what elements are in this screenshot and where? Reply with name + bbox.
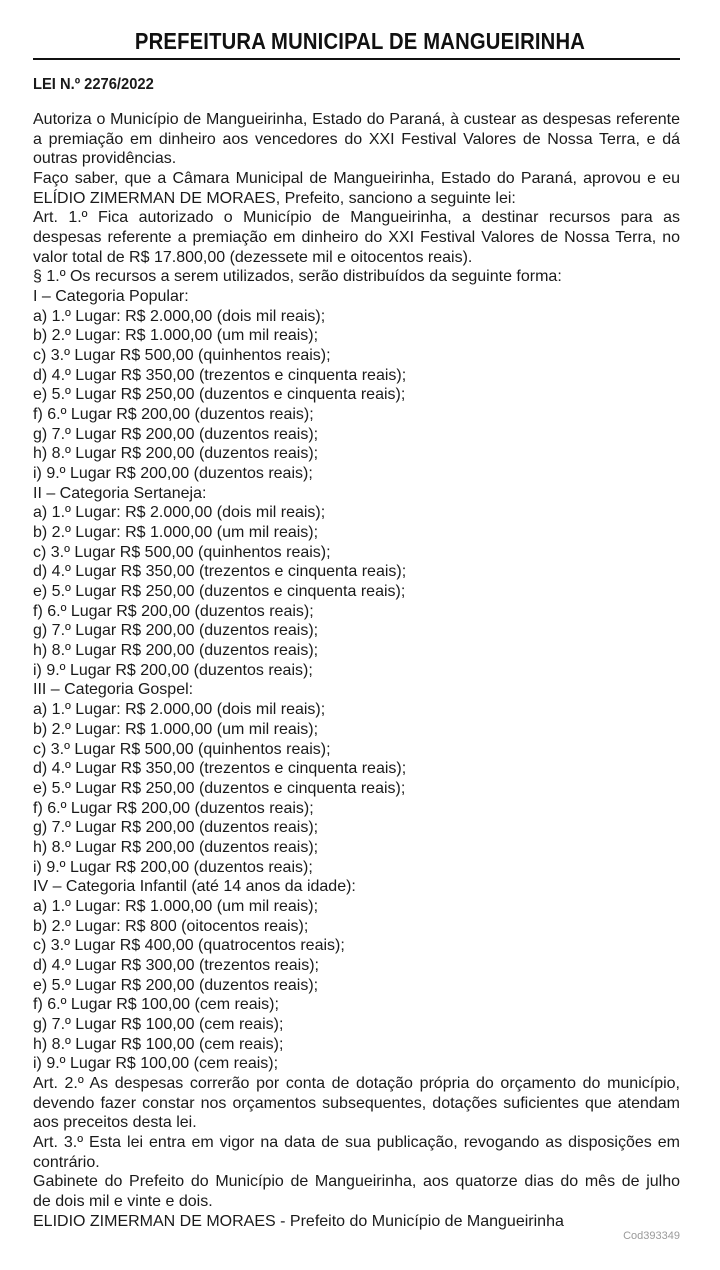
text-line: e) 5.º Lugar R$ 250,00 (duzentos e cinquenta reais); xyxy=(33,779,406,797)
text-line: g) 7.º Lugar R$ 100,00 (cem reais); xyxy=(33,1015,284,1033)
text-line: b) 2.º Lugar: R$ 800 (oitocentos reais); xyxy=(33,917,309,935)
publication-code: Cod393349 xyxy=(623,1230,680,1242)
text-line: b) 2.º Lugar: R$ 1.000,00 (um mil reais); xyxy=(33,327,319,345)
text-line: devendo fazer constar nos orçamentos subsequentes, dotações suficientes que atendam xyxy=(33,1094,680,1112)
text-line: d) 4.º Lugar R$ 350,00 (trezentos e cinquenta reais); xyxy=(33,366,407,384)
text-line: h) 8.º Lugar R$ 200,00 (duzentos reais); xyxy=(33,445,319,463)
text-line: contrário. xyxy=(33,1153,100,1171)
text-line: a) 1.º Lugar: R$ 1.000,00 (um mil reais); xyxy=(33,897,319,915)
text-line: c) 3.º Lugar R$ 500,00 (quinhentos reais); xyxy=(33,347,331,365)
text-line: i) 9.º Lugar R$ 200,00 (duzentos reais); xyxy=(33,465,313,483)
page-title: PREFEITURA MUNICIPAL DE MANGUEIRINHA xyxy=(134,28,586,54)
text-line: c) 3.º Lugar R$ 500,00 (quinhentos reais); xyxy=(33,740,331,758)
text-line: i) 9.º Lugar R$ 100,00 (cem reais); xyxy=(33,1055,279,1073)
text-line: e) 5.º Lugar R$ 200,00 (duzentos reais); xyxy=(33,976,319,994)
text-line: de dois mil e vinte e dois. xyxy=(33,1192,213,1210)
text-line: Gabinete do Prefeito do Município de Mangueirinha, aos quatorze dias do mês de julho xyxy=(33,1173,680,1191)
law-number: LEI N.º 2276/2022 xyxy=(33,76,154,93)
text-line: i) 9.º Lugar R$ 200,00 (duzentos reais); xyxy=(33,858,313,876)
text-line: Art. 3.º Esta lei entra em vigor na data de sua publicação, revogando as disposições em xyxy=(33,1133,680,1151)
text-line: § 1.º Os recursos a serem utilizados, serão distribuídos da seguinte forma: xyxy=(33,268,562,286)
text-line: g) 7.º Lugar R$ 200,00 (duzentos reais); xyxy=(33,425,319,443)
law-body xyxy=(33,110,680,1231)
text-line: h) 8.º Lugar R$ 200,00 (duzentos reais); xyxy=(33,838,319,856)
text-line: g) 7.º Lugar R$ 200,00 (duzentos reais); xyxy=(33,622,319,640)
text-line: Faço saber, que a Câmara Municipal de Mangueirinha, Estado do Paraná, aprovou e eu xyxy=(33,170,680,188)
text-line: Autoriza o Município de Mangueirinha, Estado do Paraná, à custear as despesas referente xyxy=(33,111,680,128)
text-line: ELIDIO ZIMERMAN DE MORAES - Prefeito do Município de Mangueirinha xyxy=(33,1212,564,1230)
text-line: d) 4.º Lugar R$ 350,00 (trezentos e cinquenta reais); xyxy=(33,760,407,778)
text-line: e) 5.º Lugar R$ 250,00 (duzentos e cinquenta reais); xyxy=(33,386,406,404)
text-line: c) 3.º Lugar R$ 500,00 (quinhentos reais); xyxy=(33,543,331,561)
text-line: ELÍDIO ZIMERMAN DE MORAES, Prefeito, sanciono a seguinte lei: xyxy=(33,189,516,207)
text-line: a) 1.º Lugar: R$ 2.000,00 (dois mil reais); xyxy=(33,504,326,522)
text-line: aos preceitos desta lei. xyxy=(33,1114,197,1132)
text-line: d) 4.º Lugar R$ 350,00 (trezentos e cinquenta reais); xyxy=(33,563,407,581)
text-line: III – Categoria Gospel: xyxy=(33,681,194,699)
text-line: I – Categoria Popular: xyxy=(33,288,189,306)
text-line: h) 8.º Lugar R$ 100,00 (cem reais); xyxy=(33,1035,284,1053)
text-line: c) 3.º Lugar R$ 400,00 (quatrocentos reais); xyxy=(33,937,345,955)
text-line: e) 5.º Lugar R$ 250,00 (duzentos e cinquenta reais); xyxy=(33,583,406,601)
text-line: outras providências. xyxy=(33,150,177,168)
title-divider xyxy=(33,58,680,60)
text-line: f) 6.º Lugar R$ 100,00 (cem reais); xyxy=(33,996,279,1014)
text-line: b) 2.º Lugar: R$ 1.000,00 (um mil reais); xyxy=(33,524,319,542)
text-line: despesas referente a premiação em dinheiro do XXI Festival Valores de Nossa Terra, no xyxy=(33,229,680,247)
text-line: h) 8.º Lugar R$ 200,00 (duzentos reais); xyxy=(33,642,319,660)
text-line: Art. 2.º As despesas correrão por conta de dotação própria do orçamento do município, xyxy=(33,1074,680,1092)
text-line: i) 9.º Lugar R$ 200,00 (duzentos reais); xyxy=(33,661,313,679)
text-line: f) 6.º Lugar R$ 200,00 (duzentos reais); xyxy=(33,799,314,817)
text-line: g) 7.º Lugar R$ 200,00 (duzentos reais); xyxy=(33,819,319,837)
text-line: a premiação em dinheiro aos vencedores do XXI Festival Valores de Nossa Terra, e dá xyxy=(33,130,680,148)
text-line: IV – Categoria Infantil (até 14 anos da idade): xyxy=(33,878,356,896)
text-line: Art. 1.º Fica autorizado o Município de Mangueirinha, a destinar recursos para as xyxy=(33,209,680,227)
text-line: d) 4.º Lugar R$ 300,00 (trezentos reais); xyxy=(33,956,319,974)
text-line: a) 1.º Lugar: R$ 2.000,00 (dois mil reais); xyxy=(33,701,326,719)
text-line: valor total de R$ 17.800,00 (dezessete mil e oitocentos reais). xyxy=(33,248,473,266)
text-line: f) 6.º Lugar R$ 200,00 (duzentos reais); xyxy=(33,602,314,620)
text-line: II – Categoria Sertaneja: xyxy=(33,484,207,502)
text-line: f) 6.º Lugar R$ 200,00 (duzentos reais); xyxy=(33,406,314,424)
text-line: b) 2.º Lugar: R$ 1.000,00 (um mil reais); xyxy=(33,720,319,738)
text-line: a) 1.º Lugar: R$ 2.000,00 (dois mil reais); xyxy=(33,307,326,325)
